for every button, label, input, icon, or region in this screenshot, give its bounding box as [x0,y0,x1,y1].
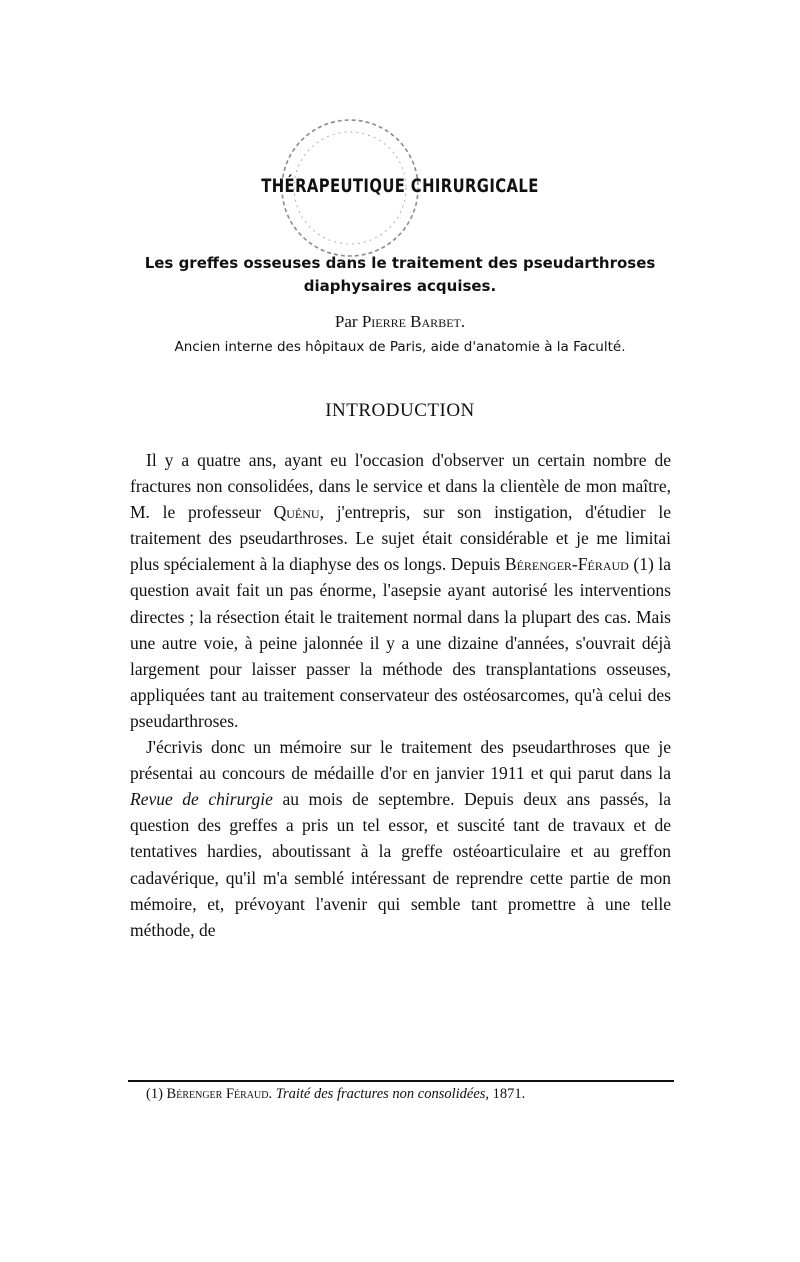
footnote-year: , 1871. [485,1086,526,1102]
journal-title: Revue de chirurgie [130,789,273,810]
introduction-heading: INTRODUCTION [325,400,475,421]
footnote-marker: (1) [146,1086,163,1102]
body-text [130,447,671,943]
author-prefix: Par [334,312,358,331]
author-line [0,312,800,332]
person-name: Quénu [273,502,320,523]
footnote-divider [128,1080,674,1082]
footnote [146,1086,525,1103]
person-name: Bérenger-Féraud [504,554,629,575]
footnote-author: Bérenger Féraud. [166,1086,273,1102]
author-affiliation: Ancien interne des hôpitaux de Paris, aide d'anatomie à la Faculté. [174,339,626,355]
paragraph-1: Il y a quatre ans, ayant eu l'occasion d'observer un certain nombre de fractures non consolidées, dans le service et dans la clientèle de mon maître, M. le professeur Quénu, j'entrepris, sur son instigation, d'étudier le traitement des pseudarthroses. Le sujet était considérable et je me limitai plus spécialement à la diaphyse des os longs. Depuis Bérenger-Féraud (1) la question avait fait un pas énorme, l'asepsie ayant autorisé les interventions directes ; la résection était le traitement normal dans la plupart des cas. Mais une autre voie, à peine jalonnée il y a une dizaine d'années, s'ouvrait déjà largement pour laisser passer la méthode des transplantations osseuses, appliquées tant au traitement conservateur des ostéosarcomes, qu'à celui des pseudarthroses. [130,450,671,731]
section-title: THÉRAPEUTIQUE CHIRURGICALE [261,175,539,197]
article-title: Les greffes osseuses dans le traitement des pseudarthroses diaphysaires acquises. [144,254,656,295]
paragraph-2: J'écrivis donc un mémoire sur le traitement des pseudarthroses que je présentai au concours de médaille d'or en janvier 1911 et qui parut dans la Revue de chirurgie au mois de septembre. Depuis deux ans passés, la question des greffes a pris un tel essor, et suscité tant de travaux et de tentatives hardies, aboutissant à la greffe ostéoarticulaire et au greffon cadavérique, qu'il m'a semblé intéressant de reprendre cette partie de mon mémoire, et, prévoyant l'avenir qui semble tant promettre à une telle méthode, de [130,737,671,940]
author-name: Pierre Barbet. [361,312,466,331]
footnote-title: Traité des fractures non consolidées [275,1086,486,1102]
